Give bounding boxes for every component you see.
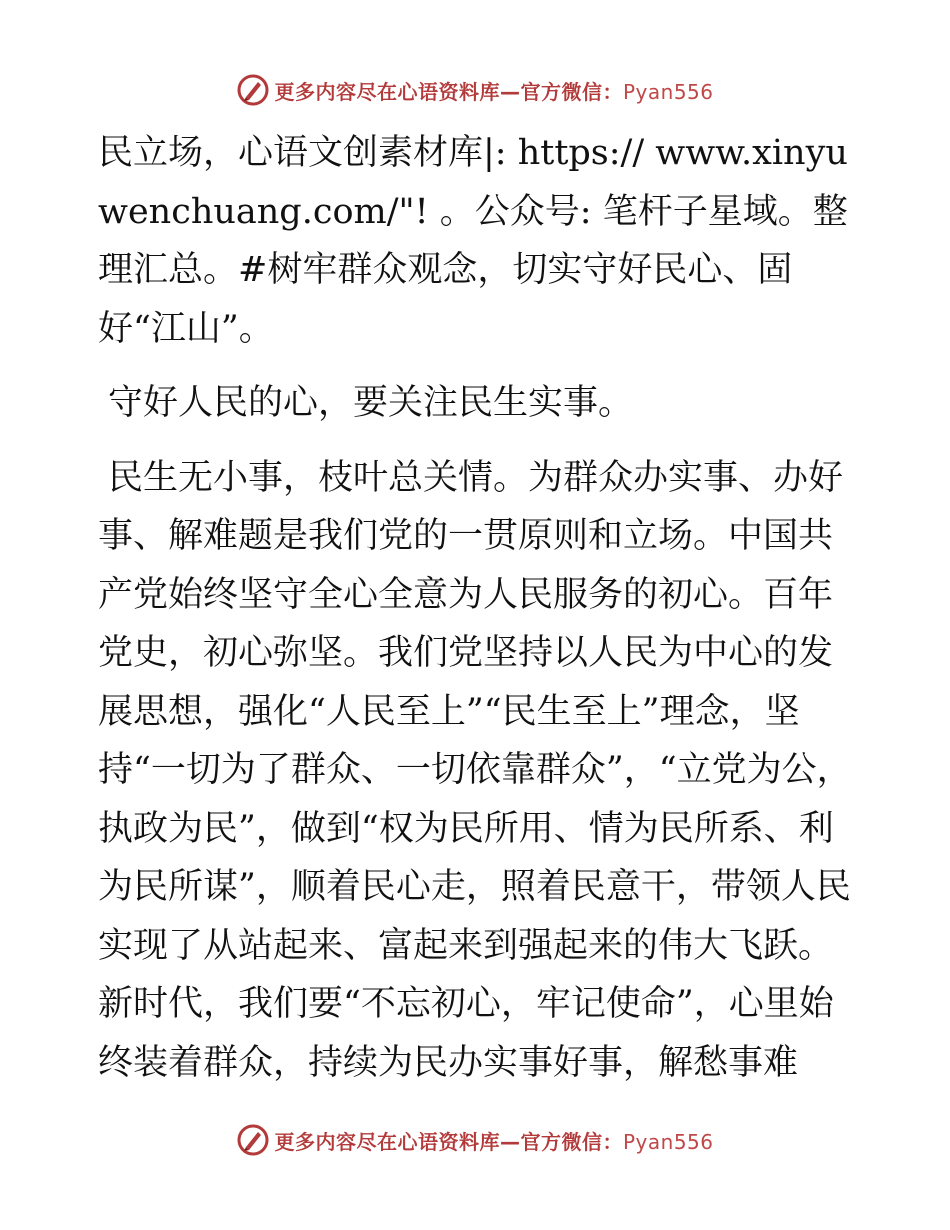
pen-circle-logo-icon — [236, 73, 270, 107]
header-banner-label: 更多内容尽在心语资料库—官方微信： — [274, 79, 623, 104]
footer-banner-text — [274, 1126, 713, 1155]
paragraph-3: 民生无小事，枝叶总关情。为群众办实事、办好事、解难题是我们党的一贯原则和立场。中国共产党始终坚守全心全意为人民服务的初心。百年党史，初心弥坚。我们党坚持以人民为中心的发展思想，强化“人民至上”“民生至上”理念，坚持“一切为了群众、一切依靠群众”，“立党为公，执政为民”，做到“权为民所用、情为民所系、利为民所谋”，顺着民心走，照着民意干，带领人民实现了从站起来、富起来到强起来的伟大飞跃。新时代，我们要“不忘初心，牢记使命”，心里始终装着群众，持续为民办实事好事，解愁事难 — [98, 457, 852, 1083]
header-banner-wechat-id: Pyan556 — [622, 79, 714, 104]
paragraph-2: 守好人民的心，要关注民生实事。 — [108, 383, 634, 423]
footer-banner-wechat-id: Pyan556 — [622, 1129, 714, 1154]
footer-banner-label: 更多内容尽在心语资料库—官方微信： — [274, 1129, 623, 1154]
header-banner — [0, 70, 950, 110]
footer-banner — [0, 1120, 950, 1160]
pen-circle-logo-icon — [236, 1123, 270, 1157]
document-body — [98, 124, 858, 1108]
header-banner-text — [274, 76, 713, 105]
paragraph-1: 民立场，心语文创素材库|: https:// www.xinyuwenchuang.com/"! 。公众号: 笔杆子星域。整理汇总。#树牢群众观念，切实守好民心、固好“江山”。 — [98, 133, 848, 349]
